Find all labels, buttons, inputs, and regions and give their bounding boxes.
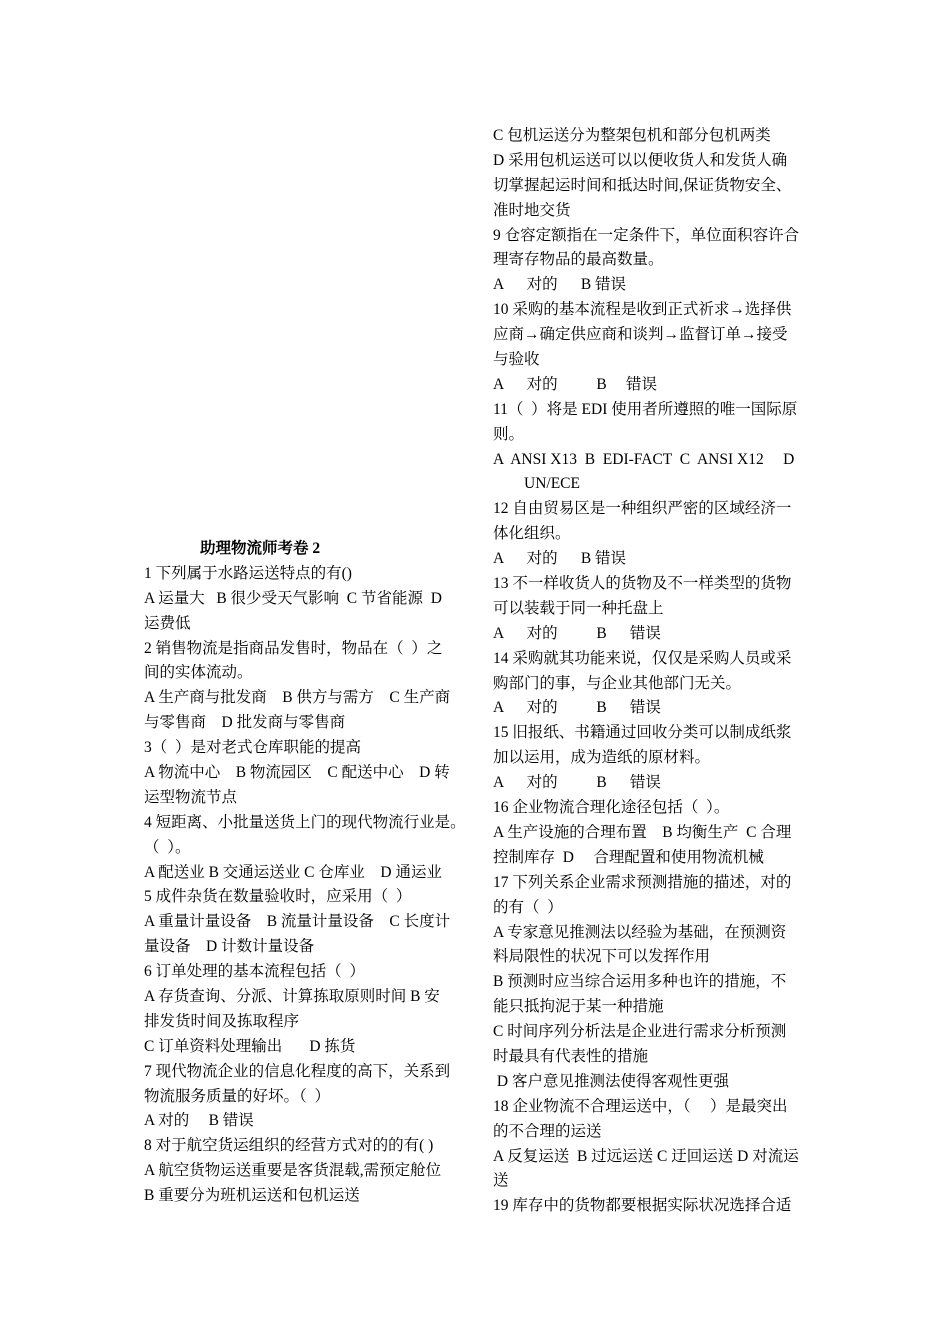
text-line: 切掌握起运时间和抵达时间,保证货物安全、 <box>493 176 792 194</box>
text-line: 14 采购就其功能来说，仅仅是采购人员或采 <box>493 649 792 667</box>
text-line: 9 仓容定额指在一定条件下，单位面积容许合 <box>493 226 800 244</box>
text-line: A 对的 B 错误 <box>144 1112 254 1130</box>
text-line: 运费低 <box>144 614 191 632</box>
text-line: 4 短距离、小批量送货上门的现代物流行业是。 <box>144 813 466 831</box>
text-line: 1 下列属于水路运送特点的有() <box>144 564 352 582</box>
text-line: 18 企业物流不合理运送中，（ ）是最突出 <box>493 1097 788 1115</box>
text-line: A 生产设施的合理布置 B 均衡生产 C 合理 <box>493 823 792 841</box>
text-line: 送 <box>493 1172 509 1190</box>
text-line: A 对的 B 错误 <box>493 699 661 717</box>
text-line: 应商→确定供应商和谈判→监督订单→接受 <box>493 326 788 344</box>
text-line: 8 对于航空货运组织的经营方式对的的有( ) <box>144 1137 434 1155</box>
text-line: 体化组织。 <box>493 525 571 543</box>
text-line: A 对的 B 错误 <box>493 550 627 568</box>
text-line: 与验收 <box>493 351 540 369</box>
text-line: A 对的 B 错误 <box>493 375 658 393</box>
text-line: D 客户意见推测法使得客观性更强 <box>493 1072 729 1090</box>
text-line: 排发货时间及拣取程序 <box>144 1012 300 1030</box>
text-line: A 专家意见推测法以经验为基础，在预测资 <box>493 923 787 941</box>
text-line: 2 销售物流是指商品发售时，物品在（ ）之 <box>144 639 443 657</box>
text-line: 11（ ）将是 EDI 使用者所遵照的唯一国际原 <box>493 400 798 418</box>
text-line: 理寄存物品的最高数量。 <box>493 251 664 269</box>
text-line: 7 现代物流企业的信息化程度的高下，关系到 <box>144 1062 451 1080</box>
text-line: 运型物流节点 <box>144 788 238 806</box>
text-line: 10 采购的基本流程是收到正式祈求→选择供 <box>493 301 792 319</box>
text-line: B 重要分为班机运送和包机运送 <box>144 1187 360 1205</box>
text-line: （ ）。 <box>144 838 191 856</box>
text-line: C 订单资料处理输出 D 拣货 <box>144 1037 356 1055</box>
document-title: 助理物流师考卷 2 <box>200 540 321 557</box>
text-line: C 包机运送分为整架包机和部分包机两类 <box>493 127 771 144</box>
text-line: 5 成件杂货在数量验收时，应采用（ ） <box>144 888 412 906</box>
text-line: 可以装载于同一种托盘上 <box>493 599 664 617</box>
text-line: A 生产商与批发商 B 供方与需方 C 生产商 <box>144 689 451 707</box>
text-line: A 对的 B 错误 <box>493 276 627 294</box>
text-line: 与零售商 D 批发商与零售商 <box>144 714 346 732</box>
text-line: 3（ ）是对老式仓库职能的提高 <box>144 739 362 757</box>
text-line: 准时地交货 <box>493 201 571 219</box>
text-line: 19 库存中的货物都要根据实际状况选择合适 <box>493 1197 792 1215</box>
text-line: 则。 <box>493 425 525 443</box>
text-line: 6 订单处理的基本流程包括（ ） <box>144 963 365 981</box>
text-line: A 存货查询、分派、计算拣取原则时间 B 安 <box>144 988 440 1006</box>
text-line: A ANSI X13 B EDI-FACT C ANSI X12 D <box>493 450 795 468</box>
text-line: 12 自由贸易区是一种组织严密的区域经济一 <box>493 500 792 518</box>
text-line: 15 旧报纸、书籍通过回收分类可以制成纸浆 <box>493 724 792 742</box>
text-line: A 配送业 B 交通运送业 C 仓库业 D 通运业 <box>144 863 442 881</box>
text-line: A 重量计量设备 B 流量计量设备 C 长度计 <box>144 913 451 931</box>
text-line: 购部门的事，与企业其他部门无关。 <box>493 674 742 692</box>
left-column <box>144 537 474 1209</box>
text-line: A 运量大 B 很少受天气影响 C 节省能源 D <box>144 589 442 607</box>
text-line: UN/ECE <box>493 475 580 493</box>
text-line: 时最具有代表性的措施 <box>493 1047 649 1065</box>
text-line: 的不合理的运送 <box>493 1122 602 1140</box>
text-line: A 物流中心 B 物流园区 C 配送中心 D 转 <box>144 764 450 782</box>
right-column <box>493 124 813 1219</box>
text-line: 加以运用，成为造纸的原材料。 <box>493 749 711 767</box>
text-line: B 预测时应当综合运用多种也许的措施，不 <box>493 973 787 991</box>
text-line: 能只抵拘泥于某一种措施 <box>493 998 664 1016</box>
text-line: 17 下列关系企业需求预测措施的描述，对的 <box>493 873 792 891</box>
text-line: 间的实体流动。 <box>144 664 253 682</box>
text-line: A 对的 B 错误 <box>493 624 661 642</box>
text-line: 控制库存 D 合理配置和使用物流机械 <box>493 848 764 866</box>
text-line: A 对的 B 错误 <box>493 774 661 792</box>
text-line: 量设备 D 计数计量设备 <box>144 938 315 956</box>
text-line: A 反复运送 B 过远运送 C 迂回运送 D 对流运 <box>493 1147 799 1165</box>
text-line: 料局限性的状况下可以发挥作用 <box>493 948 711 966</box>
text-line: 物流服务质量的好坏。（ ） <box>144 1087 331 1105</box>
text-line: D 采用包机运送可以以便收货人和发货人确 <box>493 151 788 169</box>
text-line: 13 不一样收货人的货物及不一样类型的货物 <box>493 575 792 593</box>
text-line: A 航空货物运送重要是客货混载,需预定舱位 <box>144 1162 442 1180</box>
text-line: 的有（ ） <box>493 898 563 916</box>
text-line: C 时间序列分析法是企业进行需求分析预测 <box>493 1023 787 1041</box>
text-line: 16 企业物流合理化途径包括（ ）。 <box>493 799 730 817</box>
